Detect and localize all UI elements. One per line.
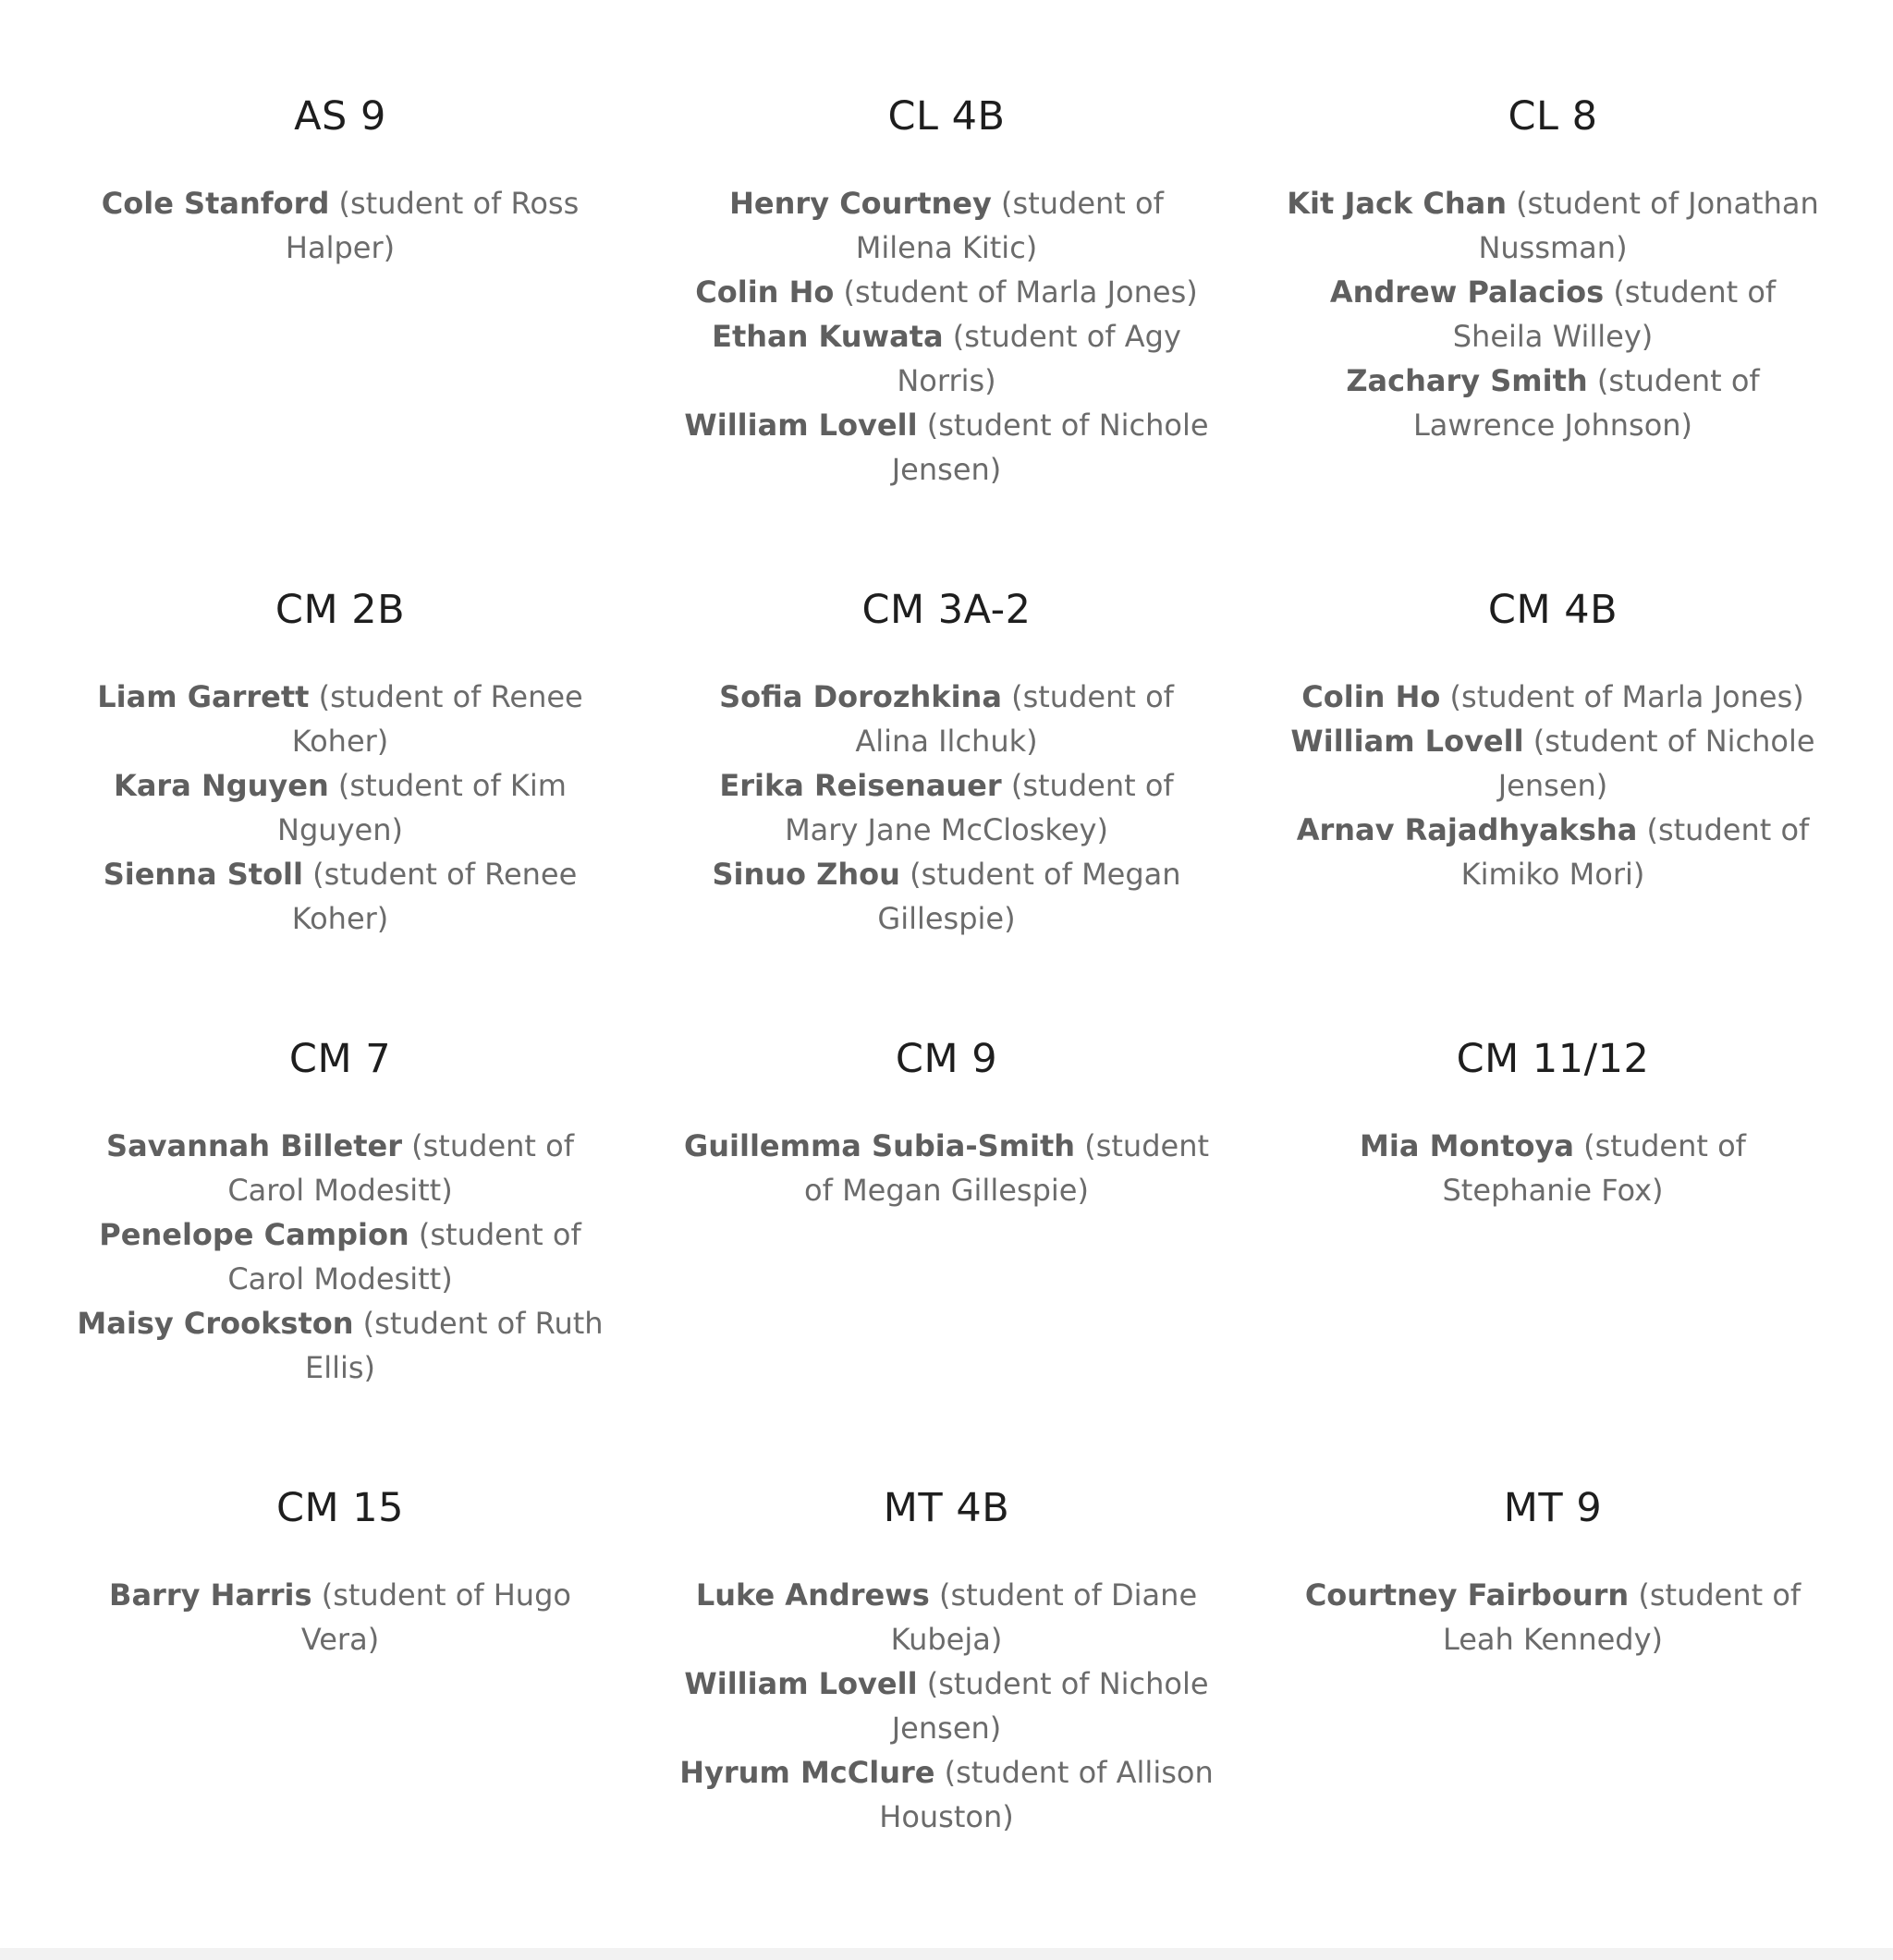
student-name: Andrew Palacios <box>1329 274 1605 310</box>
list-item <box>72 763 608 852</box>
student-name: Kara Nguyen <box>114 768 329 803</box>
student-name: Ethan Kuwata <box>712 319 944 354</box>
student-name: Liam Garrett <box>97 679 310 714</box>
list-item <box>1285 808 1821 896</box>
student-name: Colin Ho <box>695 274 835 310</box>
section-cm-3a-2 <box>678 584 1215 941</box>
student-name: Savannah Billeter <box>106 1128 402 1163</box>
entry-list <box>72 1124 608 1390</box>
list-item <box>678 314 1215 403</box>
entry-list <box>72 675 608 941</box>
teacher-note: (student of Nichole Jensen) <box>891 408 1209 487</box>
teacher-note: (student of Nichole Jensen) <box>1497 724 1815 803</box>
section-mt-9 <box>1285 1482 1821 1662</box>
section-title: AS 9 <box>294 93 386 140</box>
list-item <box>1285 1124 1821 1212</box>
teacher-note: (student of Milena Kitic) <box>855 186 1164 265</box>
section-cm-2b <box>72 584 608 941</box>
student-name: Courtney Fairbourn <box>1304 1577 1630 1613</box>
list-item <box>1285 1573 1821 1662</box>
teacher-note: (student of Renee Koher) <box>291 679 583 759</box>
teacher-note: (student of Nichole Jensen) <box>891 1666 1209 1746</box>
teacher-note: (student of Kim Nguyen) <box>277 768 567 847</box>
list-item <box>678 763 1215 852</box>
section-title: CM 11/12 <box>1456 1036 1650 1082</box>
section-title: CM 2B <box>275 587 406 633</box>
section-cm-15 <box>72 1482 608 1662</box>
list-item <box>678 403 1215 492</box>
teacher-note: (student of Megan Gillespie) <box>877 857 1181 936</box>
student-name: Penelope Campion <box>99 1217 409 1252</box>
student-name: Henry Courtney <box>729 186 992 221</box>
teacher-note: (student of Lawrence Johnson) <box>1412 363 1760 443</box>
section-title: CM 4B <box>1487 587 1618 633</box>
section-title: CM 7 <box>288 1036 392 1082</box>
teacher-note: (student of Sheila Willey) <box>1452 274 1777 354</box>
entry-list <box>1285 1124 1821 1212</box>
student-name: Barry Harris <box>109 1577 312 1613</box>
student-name: William Lovell <box>684 408 918 443</box>
teacher-note: (student of Diane Kubeja) <box>890 1577 1198 1657</box>
teacher-note: (student of Carol Modesitt) <box>227 1128 574 1208</box>
list-item <box>72 181 608 270</box>
teacher-note: (student of Jonathan Nussman) <box>1478 186 1819 265</box>
list-item <box>1285 719 1821 808</box>
entry-list <box>72 1573 608 1662</box>
teacher-note: (student of Allison Houston) <box>879 1755 1214 1834</box>
list-item <box>72 1212 608 1301</box>
section-title: CL 4B <box>887 93 1006 140</box>
list-item <box>678 1750 1215 1839</box>
student-name: Mia Montoya <box>1360 1128 1574 1163</box>
entry-list <box>72 181 608 270</box>
student-name: Sienna Stoll <box>103 857 303 892</box>
student-name: William Lovell <box>1290 724 1524 759</box>
section-cm-4b <box>1285 584 1821 896</box>
student-name: Sofia Dorozhkina <box>719 679 1002 714</box>
entry-list <box>678 1573 1215 1839</box>
student-name: William Lovell <box>684 1666 918 1701</box>
student-name: Hyrum McClure <box>679 1755 935 1790</box>
list-item <box>72 1573 608 1662</box>
list-item <box>72 852 608 941</box>
list-item <box>72 675 608 763</box>
list-item <box>72 1301 608 1390</box>
teacher-note: (student of Alina Ilchuk) <box>855 679 1174 759</box>
entry-list <box>678 181 1215 492</box>
footer-divider <box>0 1948 1893 1960</box>
entry-list <box>678 1124 1215 1212</box>
section-cl-4b <box>678 91 1215 492</box>
teacher-note: (student of Ross Halper) <box>285 186 580 265</box>
student-name: Kit Jack Chan <box>1287 186 1507 221</box>
list-item <box>1285 359 1821 447</box>
student-name: Guillemma Subia-Smith <box>683 1128 1076 1163</box>
section-cm-11-12 <box>1285 1033 1821 1212</box>
list-item <box>678 1124 1215 1212</box>
list-item <box>678 270 1215 314</box>
teacher-note: (student of Carol Modesitt) <box>227 1217 581 1297</box>
list-item <box>678 181 1215 270</box>
teacher-note: (student of Leah Kennedy) <box>1442 1577 1801 1657</box>
teacher-note: (student of Hugo Vera) <box>300 1577 571 1657</box>
entry-list <box>1285 1573 1821 1662</box>
section-cl-8 <box>1285 91 1821 447</box>
section-as-9 <box>72 91 608 270</box>
section-title: CL 8 <box>1508 93 1598 140</box>
list-item <box>72 1124 608 1212</box>
section-title: CM 3A-2 <box>861 587 1032 633</box>
student-name: Colin Ho <box>1301 679 1441 714</box>
list-item <box>678 1662 1215 1750</box>
list-item <box>678 1573 1215 1662</box>
section-cm-9 <box>678 1033 1215 1212</box>
entry-list <box>678 675 1215 941</box>
list-item <box>678 852 1215 941</box>
entry-list <box>1285 181 1821 447</box>
student-name: Maisy Crookston <box>77 1306 354 1341</box>
teacher-note: (student of Marla Jones) <box>843 274 1198 310</box>
teacher-note: (student of Agy Norris) <box>897 319 1181 398</box>
student-name: Cole Stanford <box>101 186 330 221</box>
student-name: Luke Andrews <box>695 1577 930 1613</box>
teacher-note: (student of Stephanie Fox) <box>1442 1128 1746 1208</box>
entry-list <box>1285 675 1821 896</box>
teacher-note: (student of Mary Jane McCloskey) <box>785 768 1174 847</box>
section-title: CM 15 <box>275 1485 404 1531</box>
teacher-note: (student of Renee Koher) <box>291 857 578 936</box>
teacher-note: (student of Megan Gillespie) <box>804 1128 1210 1208</box>
section-title: CM 9 <box>895 1036 998 1082</box>
teacher-note: (student of Marla Jones) <box>1449 679 1804 714</box>
student-name: Zachary Smith <box>1346 363 1588 398</box>
list-item <box>1285 181 1821 270</box>
teacher-note: (student of Kimiko Mori) <box>1460 812 1810 892</box>
section-title: MT 4B <box>883 1485 1010 1531</box>
section-mt-4b <box>678 1482 1215 1839</box>
section-title: MT 9 <box>1503 1485 1603 1531</box>
list-item <box>678 675 1215 763</box>
teacher-note: (student of Ruth Ellis) <box>304 1306 604 1385</box>
student-name: Sinuo Zhou <box>712 857 900 892</box>
section-cm-7 <box>72 1033 608 1390</box>
list-item <box>1285 675 1821 719</box>
list-item <box>1285 270 1821 359</box>
student-name: Erika Reisenauer <box>719 768 1002 803</box>
student-name: Arnav Rajadhyaksha <box>1296 812 1638 847</box>
